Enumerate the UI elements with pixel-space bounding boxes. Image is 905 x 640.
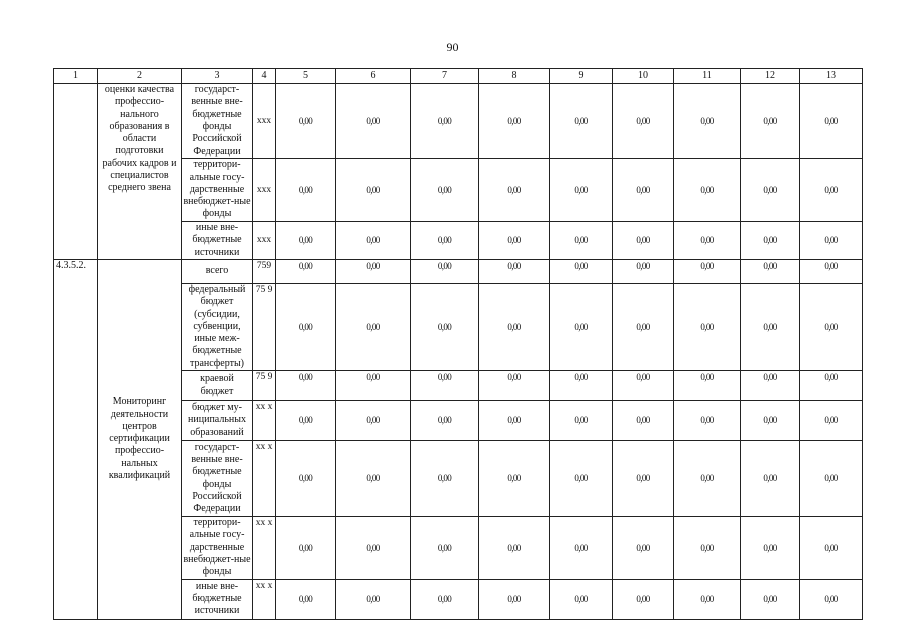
value-cell: 0,00 [479,401,550,441]
value-cell: 0,00 [336,517,411,579]
value-cell: 0,00 [800,84,863,159]
value-cell: 0,00 [276,579,336,619]
value-cell: 0,00 [336,260,411,284]
value-cell: 0,00 [741,84,800,159]
value-cell: 0,00 [550,159,613,222]
value-cell: 0,00 [674,260,741,284]
value-cell: 0,00 [550,260,613,284]
budget-code-cell: xx x [253,401,276,441]
value-cell: 0,00 [411,260,479,284]
column-header: 11 [674,69,741,84]
funding-source-cell: иные вне-бюджетные источники [182,579,253,619]
funding-source-cell: иные вне-бюджетные источники [182,222,253,260]
value-cell: 0,00 [800,260,863,284]
value-cell: 0,00 [479,159,550,222]
value-cell: 0,00 [479,579,550,619]
value-cell: 0,00 [336,401,411,441]
value-cell: 0,00 [674,401,741,441]
value-cell: 0,00 [741,517,800,579]
value-cell: 0,00 [613,159,674,222]
value-cell: 0,00 [613,284,674,371]
value-cell: 0,00 [741,371,800,401]
funding-source-cell: краевой бюджет [182,371,253,401]
funding-source-cell: территори-альные госу-дарственные внебюджет-ные фонды [182,159,253,222]
value-cell: 0,00 [276,441,336,517]
value-cell: 0,00 [276,159,336,222]
value-cell: 0,00 [613,260,674,284]
value-cell: 0,00 [411,579,479,619]
column-header: 6 [336,69,411,84]
value-cell: 0,00 [613,441,674,517]
value-cell: 0,00 [741,441,800,517]
column-header: 5 [276,69,336,84]
column-header: 4 [253,69,276,84]
value-cell: 0,00 [613,579,674,619]
column-header: 13 [800,69,863,84]
budget-code-cell: 75 9 [253,371,276,401]
value-cell: 0,00 [411,159,479,222]
value-cell: 0,00 [411,284,479,371]
value-cell: 0,00 [550,441,613,517]
value-cell: 0,00 [336,579,411,619]
item-name-cell: Мониторинг деятельности центров сертификации профессио-нальных квалификаций [98,260,182,620]
column-header: 8 [479,69,550,84]
value-cell: 0,00 [613,401,674,441]
funding-source-cell: государст-венные вне-бюджетные фонды Российской Федерации [182,441,253,517]
column-header-row [54,69,863,84]
column-header: 2 [98,69,182,84]
value-cell: 0,00 [411,401,479,441]
value-cell: 0,00 [741,260,800,284]
value-cell: 0,00 [550,401,613,441]
item-name-cell: оценки качества профессио-нального образования в области подготовки рабочих кадров и специалистов среднего звена [98,84,182,260]
value-cell: 0,00 [800,579,863,619]
column-header: 12 [741,69,800,84]
table-row [54,260,863,284]
value-cell: 0,00 [276,260,336,284]
value-cell: 0,00 [336,159,411,222]
value-cell: 0,00 [550,84,613,159]
value-cell: 0,00 [336,441,411,517]
value-cell: 0,00 [479,222,550,260]
budget-code-cell: xxx [253,84,276,159]
value-cell: 0,00 [479,284,550,371]
value-cell: 0,00 [276,401,336,441]
value-cell: 0,00 [550,517,613,579]
value-cell: 0,00 [741,401,800,441]
value-cell: 0,00 [336,222,411,260]
value-cell: 0,00 [674,284,741,371]
column-header: 3 [182,69,253,84]
value-cell: 0,00 [550,284,613,371]
column-header: 1 [54,69,98,84]
table-row [54,84,863,159]
value-cell: 0,00 [336,284,411,371]
value-cell: 0,00 [479,260,550,284]
budget-code-cell: xxx [253,159,276,222]
value-cell: 0,00 [741,284,800,371]
value-cell: 0,00 [800,284,863,371]
value-cell: 0,00 [479,517,550,579]
page-number: 90 [446,40,459,54]
value-cell: 0,00 [800,441,863,517]
value-cell: 0,00 [741,222,800,260]
budget-code-cell: xx x [253,441,276,517]
value-cell: 0,00 [411,84,479,159]
value-cell: 0,00 [479,84,550,159]
value-cell: 0,00 [674,222,741,260]
value-cell: 0,00 [674,371,741,401]
value-cell: 0,00 [276,284,336,371]
value-cell: 0,00 [276,517,336,579]
funding-source-cell: бюджет му-ниципальных образований [182,401,253,441]
value-cell: 0,00 [336,84,411,159]
value-cell: 0,00 [613,84,674,159]
budget-code-cell: xx x [253,579,276,619]
funding-source-cell: всего [182,260,253,284]
value-cell: 0,00 [613,517,674,579]
column-header: 10 [613,69,674,84]
value-cell: 0,00 [800,371,863,401]
value-cell: 0,00 [800,517,863,579]
budget-code-cell: 75 9 [253,284,276,371]
value-cell: 0,00 [411,517,479,579]
item-number-cell [54,84,98,260]
value-cell: 0,00 [276,371,336,401]
value-cell: 0,00 [479,441,550,517]
value-cell: 0,00 [674,84,741,159]
value-cell: 0,00 [336,371,411,401]
value-cell: 0,00 [550,579,613,619]
budget-code-cell: xx x [253,517,276,579]
value-cell: 0,00 [674,441,741,517]
value-cell: 0,00 [674,159,741,222]
value-cell: 0,00 [613,222,674,260]
budget-code-cell: 759 [253,260,276,284]
value-cell: 0,00 [276,84,336,159]
funding-source-cell: территори-альные госу-дарственные внебюджет-ные фонды [183,517,251,578]
funding-source-cell: федеральный бюджет (субсидии, субвенции, иные меж-бюджетные трансферты) [182,284,253,371]
value-cell: 0,00 [411,441,479,517]
column-header: 7 [411,69,479,84]
value-cell: 0,00 [800,222,863,260]
value-cell: 0,00 [674,517,741,579]
value-cell: 0,00 [800,401,863,441]
item-number-cell: 4.3.5.2. [54,260,98,620]
value-cell: 0,00 [613,371,674,401]
budget-code-cell: xxx [253,222,276,260]
funding-source-cell: государст-венные вне-бюджетные фонды Российской Федерации [182,84,253,159]
value-cell: 0,00 [550,222,613,260]
value-cell: 0,00 [411,371,479,401]
value-cell: 0,00 [411,222,479,260]
value-cell: 0,00 [276,222,336,260]
value-cell: 0,00 [674,579,741,619]
value-cell: 0,00 [550,371,613,401]
column-header: 9 [550,69,613,84]
value-cell: 0,00 [800,159,863,222]
value-cell: 0,00 [479,371,550,401]
value-cell: 0,00 [741,579,800,619]
value-cell: 0,00 [741,159,800,222]
budget-table [53,68,863,620]
